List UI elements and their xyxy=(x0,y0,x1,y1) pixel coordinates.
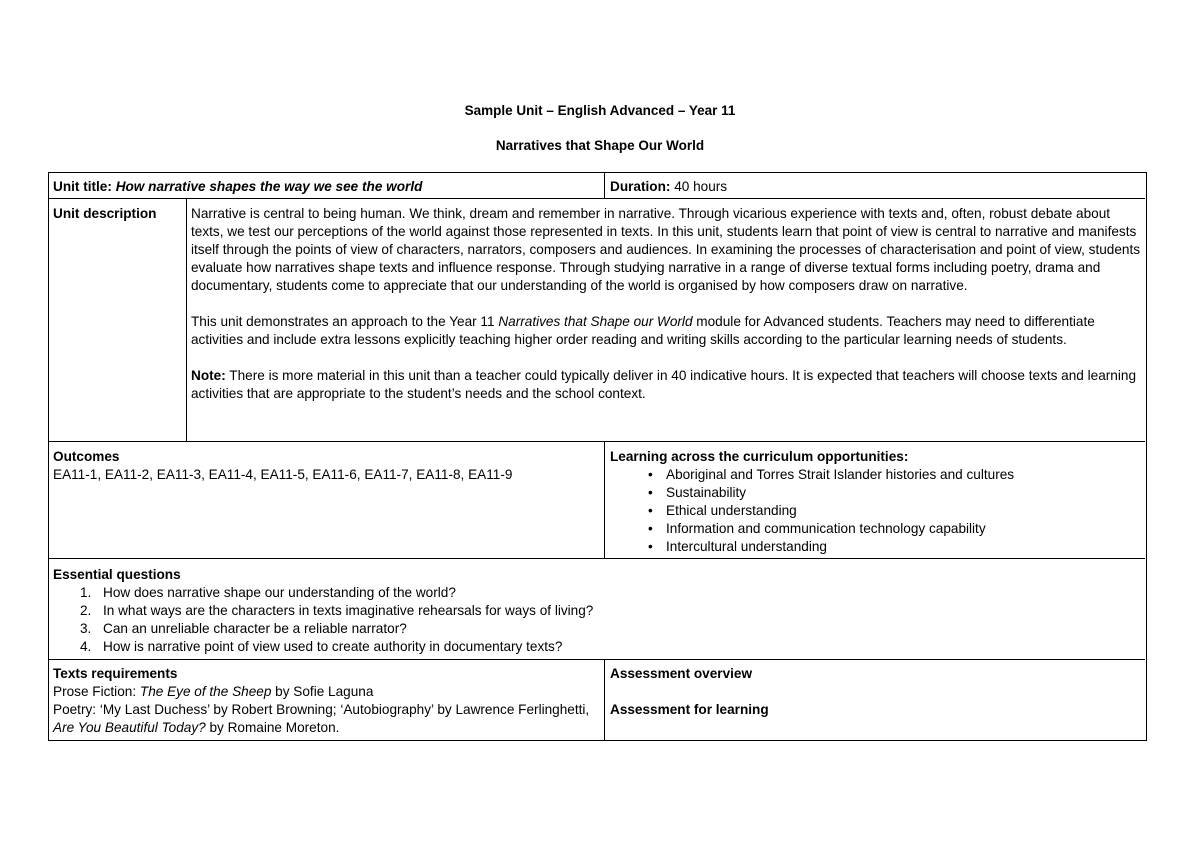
unit-table xyxy=(48,172,1147,741)
poetry-title: Are You Beautiful Today? xyxy=(53,720,206,735)
list-item: • Aboriginal and Torres Strait Islander histories and cultures xyxy=(610,466,1140,484)
list-item: • Intercultural understanding xyxy=(610,538,1140,556)
learning-across-cell xyxy=(610,448,1140,556)
list-item xyxy=(53,584,1141,602)
row-divider xyxy=(49,198,1145,199)
item-text: How does narrative shape our understanding of the world? xyxy=(103,585,456,600)
prose-fiction xyxy=(53,683,601,701)
module-name: Narratives that Shape our World xyxy=(498,314,693,329)
unit-description-label: Unit description xyxy=(53,206,157,221)
approach-text-cont: module for Advanced students. Teachers may need to differentiate activities and include extra lessons explicitly teaching higher order reading and writing skills according to the particular learning needs of students. xyxy=(191,314,1095,347)
list-item xyxy=(53,602,1141,620)
outcomes-label: Outcomes xyxy=(53,449,120,464)
list-item: • Ethical understanding xyxy=(610,502,1140,520)
texts-requirements-label: Texts requirements xyxy=(53,666,178,681)
description-paragraph: Narrative is central to being human. We think, dream and remember in narrative. Through vicarious experience with texts and, often, robust debate about texts, we test our perceptions of the world against those represented in texts. In this unit, students learn that point of view is central to narrative and manifests itself through the points of view of characters, narrators, composers and audiences. In examining the processes of characterisation and point of view, students evaluate how narratives shape texts and influence response. Through studying narrative in a range of diverse textual forms including poetry, drama and documentary, students come to appreciate that our understanding of the world is organised by how composers draw on narrative. xyxy=(191,206,1141,293)
prose-author: by Sofie Laguna xyxy=(271,684,374,699)
row-divider xyxy=(49,558,1145,559)
poetry-prefix: Poetry: ‘My Last Duchess’ by Robert Browning; ‘Autobiography’ by Lawrence Ferlinghetti, xyxy=(53,702,590,717)
approach-text: This unit demonstrates an approach to the Year 11 xyxy=(191,314,499,329)
item-text: In what ways are the characters in texts imaginative rehearsals for ways of living? xyxy=(103,603,594,618)
unit-title-cell xyxy=(53,178,601,196)
description-paragraph-approach xyxy=(191,313,1141,349)
unit-title-label: Unit title: xyxy=(53,179,112,194)
duration-label: Duration: xyxy=(610,179,671,194)
column-divider xyxy=(604,441,605,558)
column-divider xyxy=(604,659,605,740)
unit-description-cell xyxy=(191,205,1141,403)
poetry-author: by Romaine Moreton. xyxy=(205,720,340,735)
row-divider xyxy=(49,441,1145,442)
list-item: • Sustainability xyxy=(610,484,1140,502)
column-divider xyxy=(604,173,605,198)
item-number: 3. xyxy=(80,621,92,636)
column-divider xyxy=(186,198,187,441)
item-text: Can an unreliable character be a reliable narrator? xyxy=(103,621,407,636)
note-label: Note: xyxy=(191,368,226,383)
assessment-overview-label: Assessment overview xyxy=(610,666,753,681)
poetry xyxy=(53,701,601,737)
description-note xyxy=(191,367,1141,403)
texts-requirements-cell xyxy=(53,665,601,737)
note-text: There is more material in this unit than a teacher could typically deliver in 40 indicative hours. It is expected that teachers will choose texts and learning activities that are appropriate to the student’s needs and the school context. xyxy=(191,368,1137,401)
list-item xyxy=(53,638,1141,656)
assessment-for-learning-label: Assessment for learning xyxy=(610,702,769,717)
duration-value: 40 hours xyxy=(674,179,728,194)
essential-questions-cell xyxy=(53,566,1141,656)
item-text: How is narrative point of view used to create authority in documentary texts? xyxy=(103,639,563,654)
document-title: Sample Unit – English Advanced – Year 11 xyxy=(464,103,736,118)
unit-title-value: How narrative shapes the way we see the world xyxy=(115,179,423,194)
learning-across-label: Learning across the curriculum opportunities: xyxy=(610,449,909,464)
item-number: 1. xyxy=(80,585,92,600)
outcomes-cell xyxy=(53,448,601,484)
prose-title: The Eye of the Sheep xyxy=(139,684,272,699)
prose-prefix: Prose Fiction: xyxy=(53,684,140,699)
essential-questions-label: Essential questions xyxy=(53,567,181,582)
row-divider xyxy=(49,659,1145,660)
learning-list xyxy=(610,466,1140,556)
module-title: Narratives that Shape Our World xyxy=(495,138,705,153)
essential-questions-list xyxy=(53,584,1141,656)
item-number: 4. xyxy=(80,639,92,654)
outcomes-value: EA11-1, EA11-2, EA11-3, EA11-4, EA11-5, EA11-6, EA11-7, EA11-8, EA11-9 xyxy=(53,467,513,482)
list-item: • Information and communication technology capability xyxy=(610,520,1140,538)
duration-cell xyxy=(610,178,1140,196)
item-number: 2. xyxy=(80,603,92,618)
list-item xyxy=(53,620,1141,638)
